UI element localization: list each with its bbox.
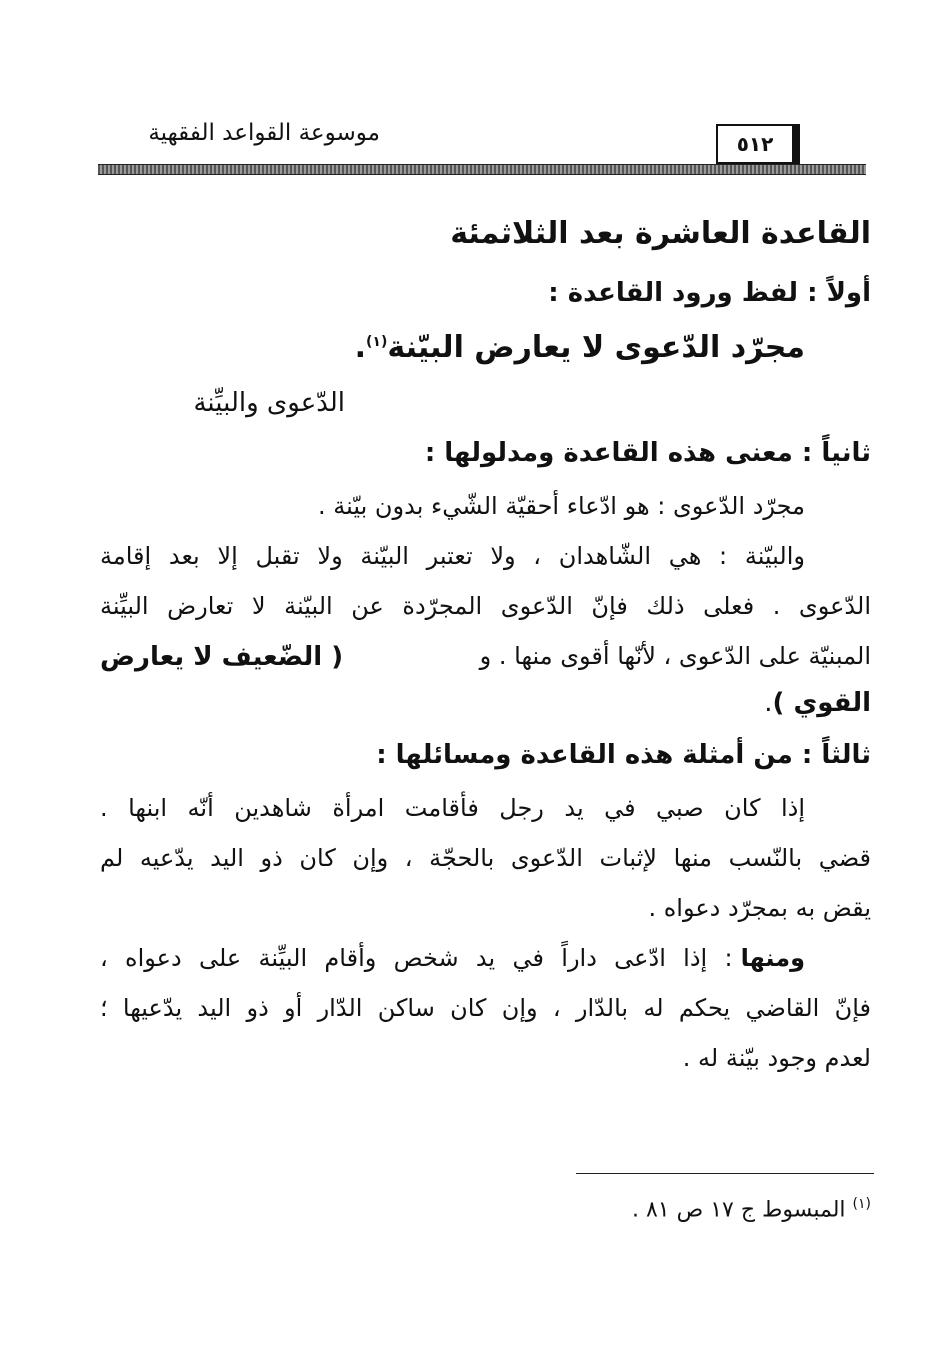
example1-line2: قضي بالنّسب منها لإثبات الدّعوى بالحجّة ، وإن كان ذو اليد يدّعيه لم: [100, 844, 871, 872]
book-title: موسوعة القواعد الفقهية: [148, 120, 380, 146]
line3-text: المبنيّة على الدّعوى ، لأنّها أقوى منها . و: [479, 642, 871, 670]
example1-line1: إذا كان صبي في يد رجل فأقامت امرأة شاهدين أنّه ابنها .: [100, 794, 805, 822]
third-heading: ثالثاً : من أمثلة هذه القاعدة ومسائلها :: [376, 740, 871, 770]
definition-evidence-line4: [764, 688, 871, 718]
second-heading: ثانياً : معنى هذه القاعدة ومدلولها :: [424, 438, 871, 468]
maxim-end: .: [354, 330, 367, 365]
example2-lead: ومنها: [740, 944, 805, 972]
definition-claim: مجرّد الدّعوى : هو ادّعاء أحقيّة الشّيء بدون بيّنة .: [317, 492, 805, 520]
footnote-rule: [576, 1173, 874, 1174]
rule-title: القاعدة العاشرة بعد الثلاثمئة: [450, 216, 871, 251]
maxim-footnote-ref: (١): [366, 334, 388, 350]
definition-evidence-line2: الدّعوى . فعلى ذلك فإنّ الدّعوى المجرّدة عن البيّنة لا تعارض البيِّنة: [100, 592, 871, 620]
example2-line3: لعدم وجود بيّنة له .: [682, 1044, 871, 1072]
example2-line2: فإنّ القاضي يحكم له بالدّار ، وإن كان ساكن الدّار أو ذو اليد يدّعيها ؛: [100, 994, 871, 1022]
example1-line3: يقض به بمجرّد دعواه .: [648, 894, 871, 922]
page-number: ٥١٢: [716, 124, 800, 164]
line4-maxim-end: القوي ): [772, 688, 871, 718]
example2-line1: [100, 944, 805, 972]
line4-end: .: [764, 688, 773, 718]
keywords: الدّعوى والبيِّنة: [193, 388, 345, 418]
footnote-text: المبسوط ج ١٧ ص ٨١ .: [631, 1197, 846, 1223]
maxim: [355, 330, 805, 365]
example2-line1-text: : إذا ادّعى داراً في يد شخص وأقام البيِّنة على دعواه ،: [100, 944, 733, 972]
footnote: [632, 1196, 871, 1222]
definition-evidence-line3: [100, 642, 871, 672]
header-rule: [98, 164, 866, 175]
footnote-marker: (١): [852, 1196, 871, 1212]
line3-maxim: ( الضّعيف لا يعارض: [100, 642, 344, 672]
maxim-text: مجرّد الدّعوى لا يعارض البيّنة: [387, 330, 805, 365]
first-heading: أولاً : لفظ ورود القاعدة :: [548, 278, 871, 308]
definition-evidence-line1: والبيّنة : هي الشّاهدان ، ولا تعتبر البيّنة ولا تقبل إلا بعد إقامة: [100, 542, 805, 570]
